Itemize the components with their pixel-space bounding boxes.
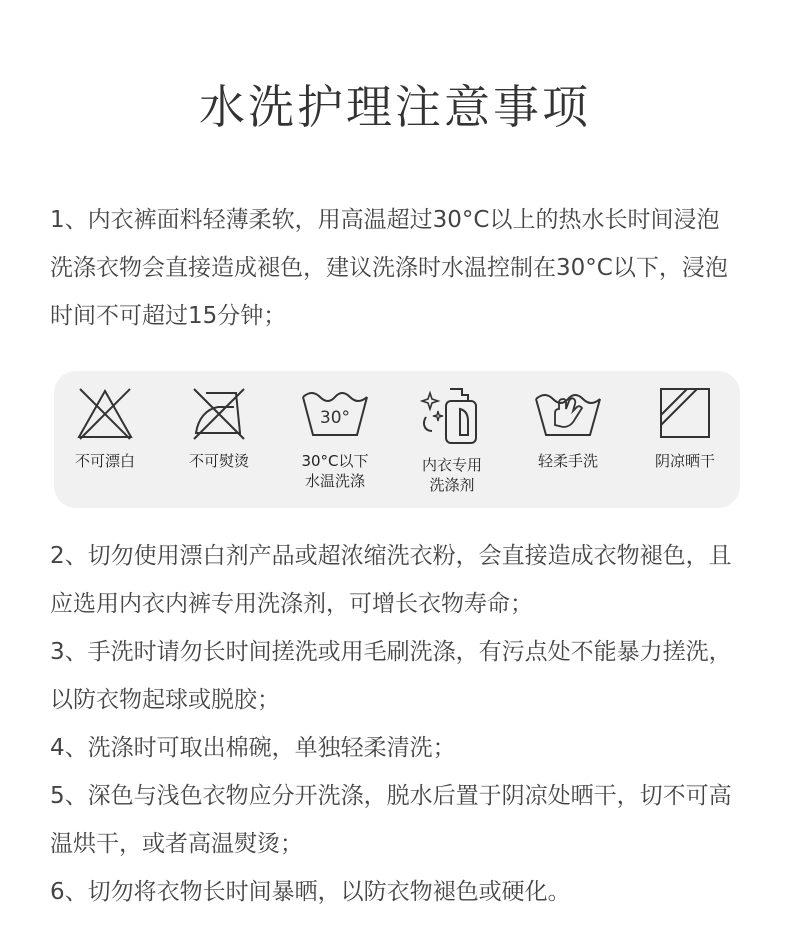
detergent-bottle-icon xyxy=(420,385,484,445)
care-label: 30°C以下 水温洗涤 xyxy=(301,452,369,490)
care-item-wash-30 xyxy=(280,385,390,491)
care-label: 不可漂白 xyxy=(74,452,135,470)
wash-temp-text: 30° xyxy=(319,408,351,428)
care-paragraph-1: 1、内衣裤面料轻薄柔软，用高温超过30°C以上的热水长时间浸泡洗涤衣物会直接造成褪色，建议洗涤时水温控制在30°C以下，浸泡时间不可超过15分钟； xyxy=(50,207,728,329)
care-icons-panel xyxy=(54,371,740,508)
care-label: 内衣专用 洗涤剂 xyxy=(421,456,482,494)
care-item-do-not-iron xyxy=(164,385,274,471)
care-item-detergent xyxy=(397,385,507,495)
care-label: 阴凉晒干 xyxy=(654,452,715,470)
care-item-shade-dry xyxy=(630,385,740,471)
care-item-hand-wash xyxy=(513,385,623,471)
care-label: 不可熨烫 xyxy=(188,452,249,470)
do-not-bleach-icon xyxy=(76,385,134,441)
care-item-do-not-bleach xyxy=(50,385,160,471)
hand-wash-icon xyxy=(533,385,603,441)
page-title: 水洗护理注意事项 xyxy=(199,80,591,134)
do-not-iron-icon xyxy=(190,385,248,441)
care-label: 轻柔手洗 xyxy=(537,452,598,470)
wash-30-icon xyxy=(300,385,370,441)
shade-dry-icon xyxy=(657,385,713,441)
care-paragraph-2: 2、切勿使用漂白剂产品或超浓缩洗衣粉，会直接造成衣物褪色，且应选用内衣内裤专用洗涤剂，可增长衣物寿命； 3、手洗时请勿长时间搓洗或用毛刷洗涤，有污点处不能暴力搓洗，以防衣物起球或脱胶； 4、洗涤时可取出棉碗，单独轻柔清洗； 5、深色与浅色衣物应分开洗涤，脱水后置于阴凉处晒干，切不可高温烘干，或者高温熨烫； 6、切勿将衣物长时间暴晒，以防衣物褪色或硬化。 xyxy=(50,543,732,905)
